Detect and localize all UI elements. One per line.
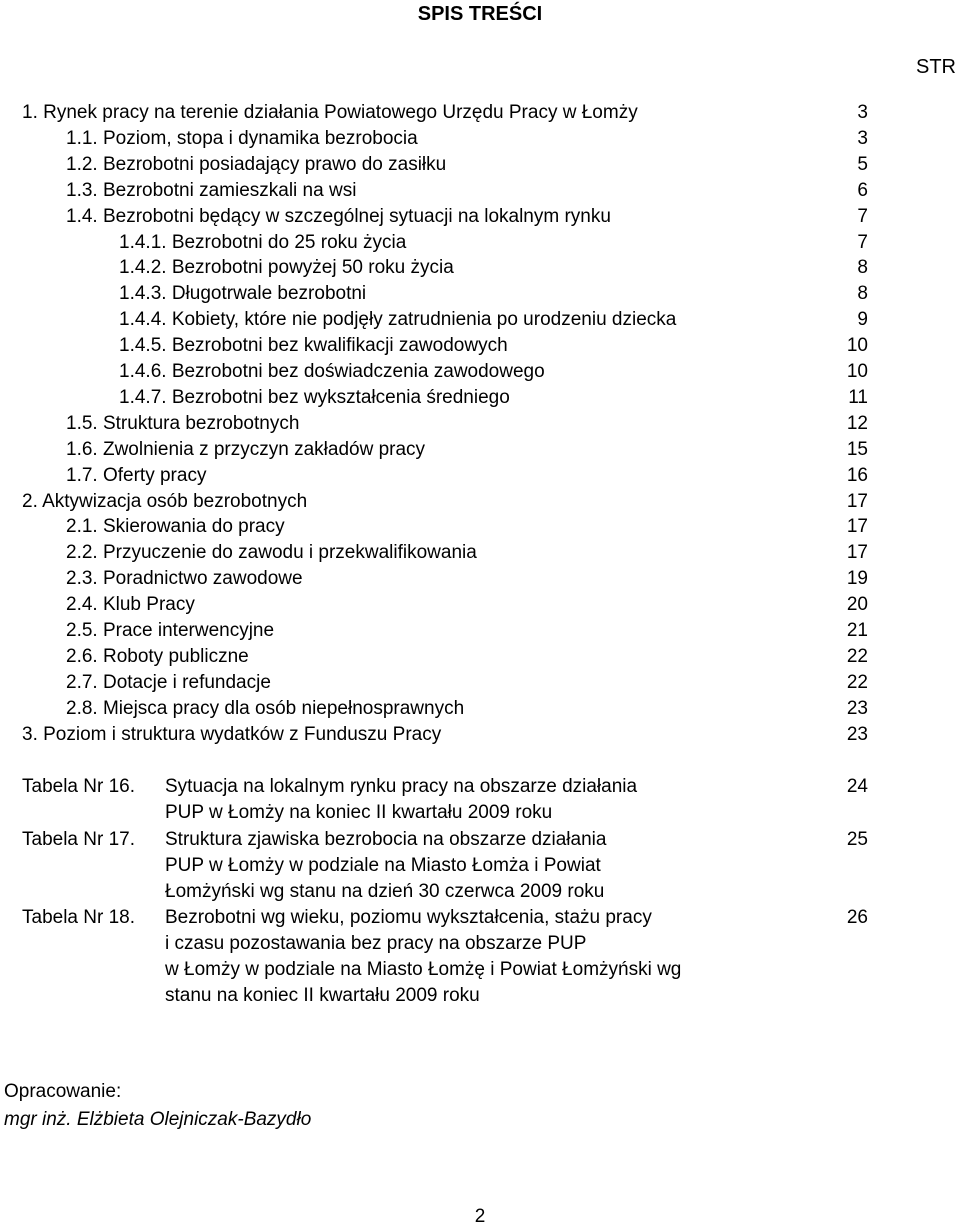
table-title-line: Łomżyński wg stanu na dzień 30 czerwca 2009 roku <box>165 881 605 902</box>
table-title-line: PUP w Łomży na koniec II kwartału 2009 roku <box>165 802 553 823</box>
table-title-line: w Łomży w podziale na Miasto Łomżę i Powiat Łomżyński wg <box>165 959 682 980</box>
page-number: 2 <box>474 1206 486 1227</box>
prepared-by-label: Opracowanie: <box>4 1081 122 1102</box>
toc-page-number: 16 <box>846 464 868 486</box>
toc-page-number: 12 <box>846 412 868 434</box>
toc-page-number: 9 <box>857 309 868 331</box>
toc-page-number: 22 <box>846 671 868 693</box>
toc-page-number: 11 <box>848 386 868 408</box>
toc-page-number: 17 <box>846 542 868 564</box>
toc-entry: 3. Poziom i struktura wydatków z Funduszu Pracy <box>22 723 442 745</box>
toc-entry: 1.4.7. Bezrobotni bez wykształcenia średniego <box>119 386 510 408</box>
page-column-label: STR <box>916 56 956 78</box>
toc-page-number: 3 <box>857 102 868 123</box>
toc-entry: 1.7. Oferty pracy <box>66 464 207 486</box>
toc-entry: 2.2. Przyuczenie do zawodu i przekwalifikowania <box>66 542 477 564</box>
toc-entry: 2.1. Skierowania do pracy <box>66 516 285 538</box>
toc-entry: 2. Aktywizacja osób bezrobotnych <box>22 490 308 512</box>
toc-entry: 1.5. Struktura bezrobotnych <box>66 412 300 434</box>
toc-entry: 1.4.2. Bezrobotni powyżej 50 roku życia <box>119 257 454 279</box>
toc-entry: 1.2. Bezrobotni posiadający prawo do zasiłku <box>66 153 447 175</box>
toc-entry: 2.3. Poradnictwo zawodowe <box>66 568 303 590</box>
toc-page-number: 23 <box>846 723 868 745</box>
table-title-line: PUP w Łomży w podziale na Miasto Łomża i Powiat <box>165 855 601 876</box>
toc-entry: 1.4.6. Bezrobotni bez doświadczenia zawodowego <box>119 361 545 382</box>
toc-entry: 2.4. Klub Pracy <box>66 594 195 616</box>
toc-entry: 2.7. Dotacje i refundacje <box>66 671 271 693</box>
toc-page-number: 20 <box>846 594 868 616</box>
toc-entry: 1.1. Poziom, stopa i dynamika bezrobocia <box>66 127 418 149</box>
toc-page-number: 19 <box>846 568 868 590</box>
table-title-line: stanu na koniec II kwartału 2009 roku <box>165 985 480 1006</box>
toc-page-number: 21 <box>846 620 868 641</box>
toc-page-number: 3 <box>857 127 868 149</box>
toc-page-number: 6 <box>857 179 868 201</box>
toc-entry: 2.6. Roboty publiczne <box>66 645 249 667</box>
toc-entry: 2.5. Prace interwencyjne <box>66 620 275 641</box>
toc-entry: 1.6. Zwolnienia z przyczyn zakładów pracy <box>66 438 426 460</box>
toc-page-number: 5 <box>857 153 868 175</box>
toc-entry: 2.8. Miejsca pracy dla osób niepełnosprawnych <box>66 697 465 719</box>
toc-page-number: 22 <box>846 645 868 667</box>
author-name: mgr inż. Elżbieta Olejniczak-Bazydło <box>4 1109 312 1130</box>
table-label: Tabela Nr 18. <box>22 907 136 928</box>
toc-page-number: 10 <box>846 335 868 357</box>
toc-entry: 1.4.3. Długotrwale bezrobotni <box>119 283 367 305</box>
toc-page-number: 8 <box>857 257 868 279</box>
toc-entry: 1.4.4. Kobiety, które nie podjęły zatrudnienia po urodzeniu dziecka <box>119 309 677 331</box>
toc-entry: 1.4. Bezrobotni będący w szczególnej sytuacji na lokalnym rynku <box>66 205 611 227</box>
table-title-line: Sytuacja na lokalnym rynku pracy na obszarze działania <box>165 776 638 797</box>
toc-entry: 1. Rynek pracy na terenie działania Powiatowego Urzędu Pracy w Łomży <box>22 102 638 123</box>
toc-page-number: 15 <box>846 438 868 460</box>
page-title: SPIS TREŚCI <box>417 3 543 25</box>
toc-page-number: 7 <box>857 205 868 227</box>
toc-entry: 1.4.5. Bezrobotni bez kwalifikacji zawodowych <box>119 335 508 357</box>
toc-page-number: 7 <box>857 231 868 253</box>
table-title-line: Bezrobotni wg wieku, poziomu wykształcenia, stażu pracy <box>165 907 652 928</box>
table-title-line: i czasu pozostawania bez pracy na obszarze PUP <box>165 933 587 954</box>
table-label: Tabela Nr 16. <box>22 776 136 797</box>
table-page-number: 25 <box>846 829 868 850</box>
table-label: Tabela Nr 17. <box>22 829 136 850</box>
toc-entry: 1.3. Bezrobotni zamieszkali na wsi <box>66 179 357 201</box>
table-title-line: Struktura zjawiska bezrobocia na obszarze działania <box>165 829 607 850</box>
table-page-number: 26 <box>846 907 868 928</box>
toc-page-number: 8 <box>857 283 868 305</box>
toc-page-number: 23 <box>846 697 868 719</box>
table-page-number: 24 <box>846 776 868 797</box>
toc-page-number: 17 <box>846 516 868 538</box>
toc-entry: 1.4.1. Bezrobotni do 25 roku życia <box>119 231 407 253</box>
toc-page-number: 10 <box>846 361 868 382</box>
toc-page-number: 17 <box>846 490 868 512</box>
